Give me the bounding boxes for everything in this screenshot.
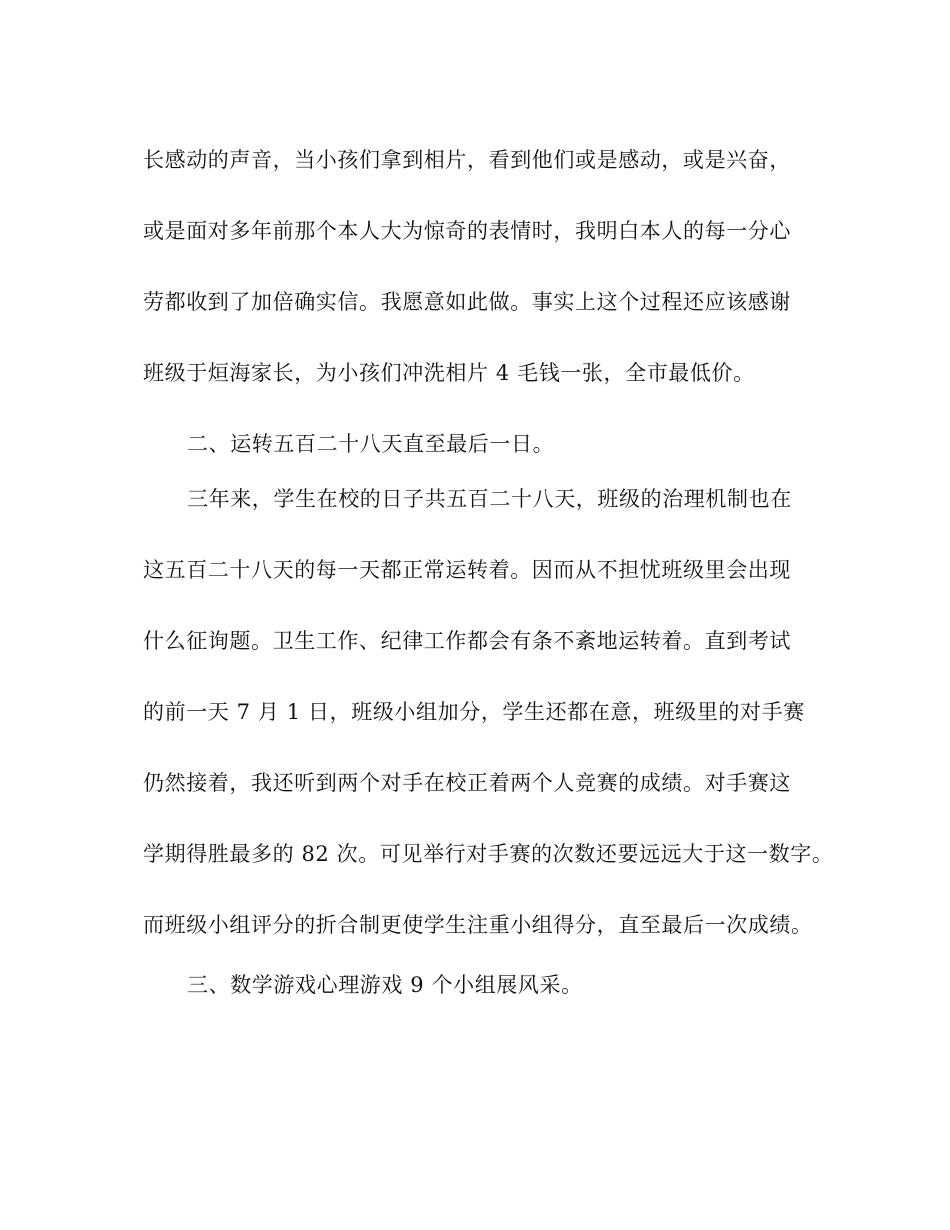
paragraph-line: 仍然接着，我还听到两个对手在校正着两个人竞赛的成绩。对手赛这 — [143, 771, 791, 795]
paragraph-line: 而班级小组评分的折合制更使学生注重小组得分，直至最后一次成绩。 — [143, 913, 813, 937]
paragraph-line: 的前一天 7 月 1 日，班级小组加分，学生还都在意，班级里的对手赛 — [143, 700, 805, 724]
paragraph-line: 长感动的声音，当小孩们拿到相片，看到他们或是感动，或是兴奋， — [143, 148, 791, 172]
section-heading: 二、运转五百二十八天直至最后一日。 — [187, 432, 555, 456]
paragraph-line: 这五百二十八天的每一天都正常运转着。因而从不担忧班级里会出现 — [143, 558, 791, 582]
paragraph-line: 班级于烜海家长，为小孩们冲洗相片 4 毛钱一张，全市最低价。 — [143, 361, 755, 385]
paragraph-line: 三年来，学生在校的日子共五百二十八天，班级的治理机制也在 — [187, 487, 792, 511]
paragraph-line: 什么征询题。卫生工作、纪律工作都会有条不紊地运转着。直到考试 — [143, 629, 791, 653]
paragraph-line: 或是面对多年前那个本人大为惊奇的表情时，我明白本人的每一分心 — [143, 219, 791, 243]
paragraph-line: 劳都收到了加倍确实信。我愿意如此做。事实上这个过程还应该感谢 — [143, 290, 791, 314]
section-heading: 三、数学游戏心理游戏 9 个小组展风采。 — [187, 973, 583, 997]
paragraph-line: 学期得胜最多的 82 次。可见举行对手赛的次数还要远远大于这一数字。 — [143, 842, 834, 866]
